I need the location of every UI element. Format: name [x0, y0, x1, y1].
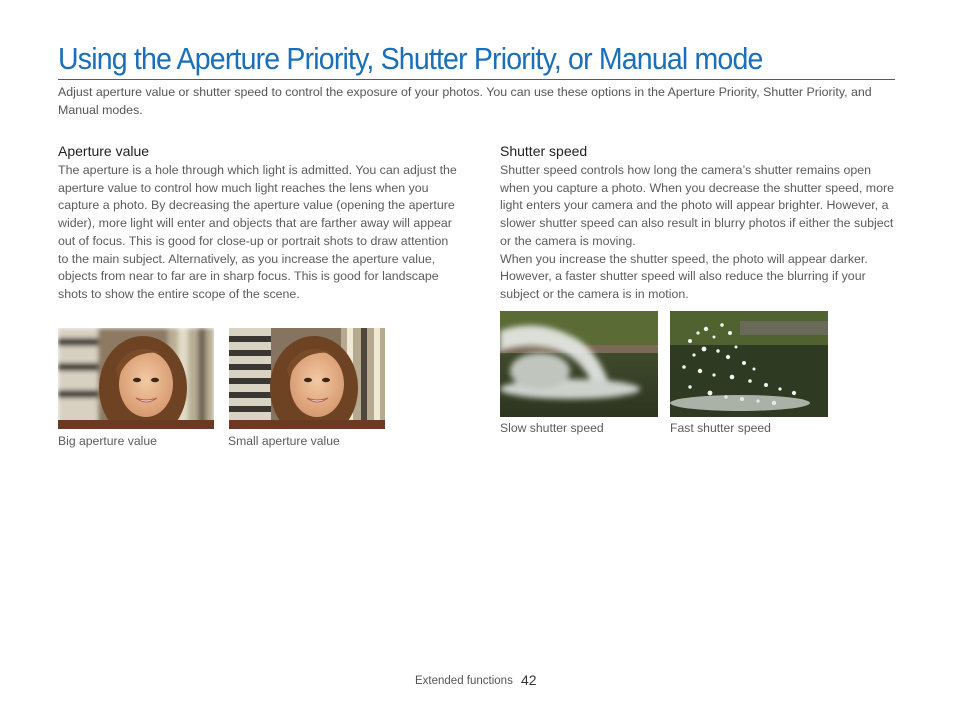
page-number: 42	[521, 672, 537, 688]
shutter-body-1: Shutter speed controls how long the camera’s shutter remains open when you capture a photo. When you decrease the shutter speed, more light enters your camera and the photo will appear brighter. However, a slower shutter speed can also result in blurry photos if either the subject or the camera is moving.	[500, 163, 894, 248]
slow-shutter-caption: Slow shutter speed	[500, 421, 604, 435]
aperture-section	[58, 142, 458, 304]
aperture-body: The aperture is a hole through which light is admitted. You can adjust the aperture value to control how much light reaches the lens when you capture a photo. By decreasing the aperture value (opening the aperture wider), more light will enter and objects that are farther away will appear out of focus. This is good for close-up or portrait shots to draw attention to the main subject. Alternatively, as you increase the aperture value, objects from near to far are in sharp focus. This is good for landscape shots to show the entire scope of the scene.	[58, 163, 457, 301]
shutter-section	[500, 142, 895, 304]
shutter-photos	[500, 311, 828, 417]
title-rule	[58, 79, 895, 80]
aperture-heading: Aperture value	[58, 143, 150, 159]
small-aperture-photo	[229, 328, 385, 429]
shutter-body-2: When you increase the shutter speed, the photo will appear darker. However, a faster shutter speed will also reduce the blurring if your subject or the camera is in motion.	[500, 251, 868, 301]
slow-shutter-photo	[500, 311, 658, 417]
big-aperture-photo	[58, 328, 214, 429]
footer-section-label: Extended functions	[415, 675, 513, 687]
page-title: Using the Aperture Priority, Shutter Priority, or Manual mode	[58, 41, 763, 76]
fast-shutter-caption: Fast shutter speed	[670, 421, 771, 435]
intro-text: Adjust aperture value or shutter speed to control the exposure of your photos. You can use these options in the Aperture Priority, Shutter Priority, and Manual modes.	[58, 85, 872, 117]
aperture-photos	[58, 328, 385, 429]
big-aperture-caption: Big aperture value	[58, 434, 157, 448]
shutter-heading: Shutter speed	[500, 143, 588, 159]
small-aperture-caption: Small aperture value	[228, 434, 340, 448]
fast-shutter-photo	[670, 311, 828, 417]
